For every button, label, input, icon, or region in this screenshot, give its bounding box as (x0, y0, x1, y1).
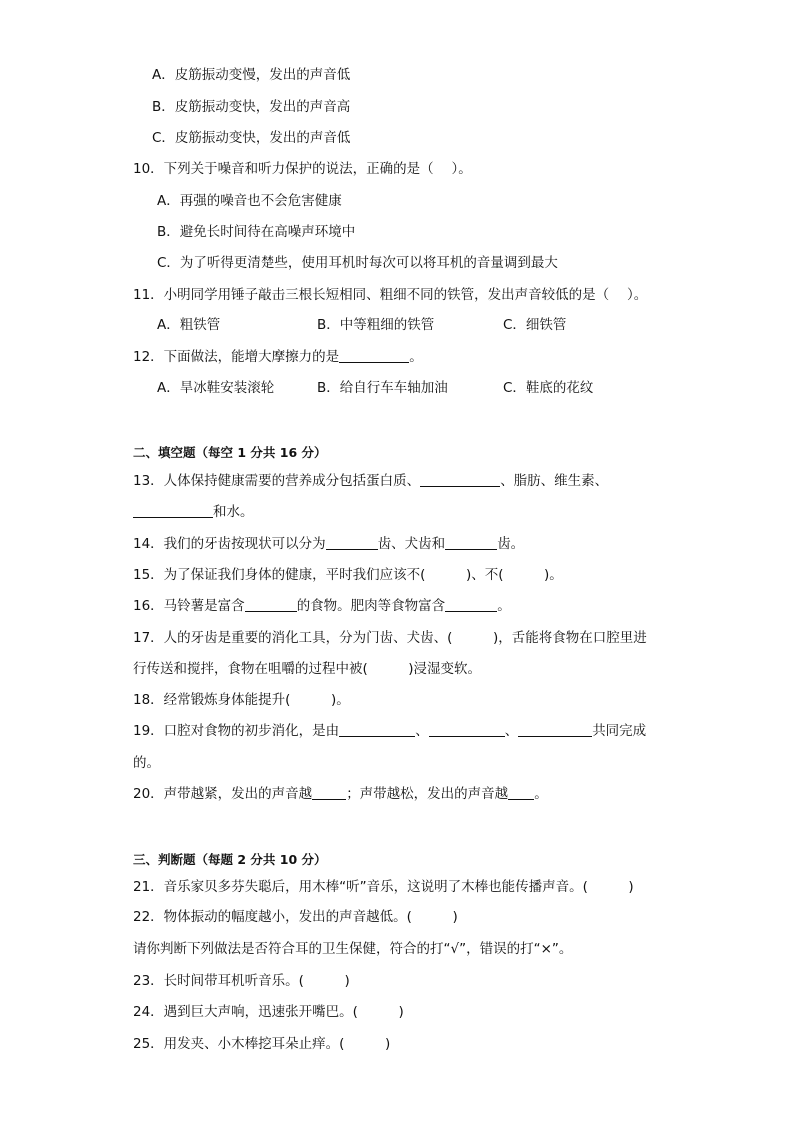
q21: 21．音乐家贝多芬失聪后，用木棒“听”音乐，这说明了木棒也能传播声音。( ) (133, 879, 634, 895)
q22: 22．物体振动的幅度越小，发出的声音越低。( ) (133, 909, 458, 925)
q20-text: 20．声带越紧，发出的声音越 (133, 786, 313, 802)
q23: 23．长时间带耳机听音乐。( ) (133, 973, 350, 989)
q16-blank-1[interactable] (245, 597, 297, 612)
q12-option-c: C．鞋底的花纹 (503, 380, 594, 396)
q10-option-b: B．避免长时间待在高噪声环境中 (157, 224, 356, 240)
q12-stem (133, 348, 423, 366)
q14-blank-1[interactable] (326, 535, 378, 550)
q13-blank-2[interactable] (133, 503, 213, 518)
q14-text-3: 齿。 (497, 536, 525, 552)
q19-blank-2[interactable] (429, 722, 505, 737)
q16 (133, 597, 511, 615)
q19-line2: 的。 (133, 755, 160, 771)
q25: 25．用发夹、小木棒挖耳朵止痒。( ) (133, 1036, 391, 1052)
q14-blank-2[interactable] (445, 535, 497, 550)
q16-blank-2[interactable] (445, 597, 497, 612)
q19-blank-1[interactable] (339, 722, 415, 737)
judgement-instructions: 请你判断下列做法是否符合耳的卫生保健，符合的打“√”，错误的打“×”。 (133, 941, 573, 957)
q14-text-2: 齿、犬齿和 (377, 536, 446, 552)
q13-line2 (133, 503, 254, 521)
q10-stem: 10．下列关于噪音和听力保护的说法，正确的是（ ）。 (133, 161, 472, 177)
q17-line1: 17．人的牙齿是重要的消化工具，分为门齿、犬齿、( )，舌能将食物在口腔里进 (133, 630, 647, 646)
q9-option-a: A．皮筋振动变慢，发出的声音低 (152, 67, 351, 83)
q9-option-c: C．皮筋振动变快，发出的声音低 (152, 130, 351, 146)
q20-text-3: 。 (534, 786, 548, 802)
q19-text: 19．口腔对食物的初步消化，是由 (133, 723, 340, 739)
q12-answer-blank[interactable] (339, 348, 409, 363)
q20-blank-1[interactable] (312, 785, 346, 800)
q20 (133, 785, 548, 803)
q19-sep-2: 、 (504, 723, 519, 739)
q12-stem-end: 。 (409, 349, 423, 365)
q19-blank-3[interactable] (518, 722, 592, 737)
q18: 18．经常锻炼身体能提升( )。 (133, 692, 350, 708)
q19-sep-1: 、 (415, 723, 429, 739)
q13-line1 (133, 472, 608, 490)
q19-text-2: 共同完成 (592, 723, 647, 739)
q13-text: 13．人体保持健康需要的营养成分包括蛋白质、 (133, 473, 421, 489)
q12-stem-text: 12．下面做法，能增大摩擦力的是 (133, 349, 340, 365)
q16-text-2: 的食物。肥肉等食物富含 (296, 598, 446, 614)
q20-text-2: ；声带越松，发出的声音越 (346, 786, 509, 802)
q11-stem: 11．小明同学用锤子敲击三根长短相同、粗细不同的铁管，发出声音较低的是（ ）。 (133, 287, 648, 303)
q11-option-a: A．粗铁管 (157, 317, 221, 333)
q9-option-b: B．皮筋振动变快，发出的声音高 (152, 99, 351, 115)
q16-text-3: 。 (497, 598, 511, 614)
q19-line1 (133, 722, 646, 740)
q12-option-a: A．旱冰鞋安装滚轮 (157, 380, 275, 396)
q17-line2: 行传送和搅拌，食物在咀嚼的过程中被( )浸湿变软。 (133, 661, 482, 677)
q24: 24．遇到巨大声响，迅速张开嘴巴。( ) (133, 1004, 404, 1020)
q13-text-2: 、脂肪、维生素、 (500, 473, 609, 489)
q16-text: 16．马铃薯是富含 (133, 598, 245, 614)
section-3-title: 三、判断题（每题 2 分共 10 分） (133, 852, 327, 867)
section-2-title: 二、填空题（每空 1 分共 16 分） (133, 445, 327, 460)
q10-option-a: A．再强的噪音也不会危害健康 (157, 193, 342, 209)
q13-text-3: 和水。 (213, 504, 254, 520)
q13-blank-1[interactable] (420, 472, 500, 487)
q11-option-c: C．细铁管 (503, 317, 567, 333)
q14-text: 14．我们的牙齿按现状可以分为 (133, 536, 326, 552)
q11-option-b: B．中等粗细的铁管 (317, 317, 435, 333)
q12-option-b: B．给自行车车轴加油 (317, 380, 448, 396)
q15: 15．为了保证我们身体的健康，平时我们应该不( )、不( )。 (133, 567, 563, 583)
q10-option-c: C．为了听得更清楚些，使用耳机时每次可以将耳机的音量调到最大 (157, 255, 558, 271)
q20-blank-2[interactable] (508, 785, 534, 800)
q14 (133, 535, 524, 553)
